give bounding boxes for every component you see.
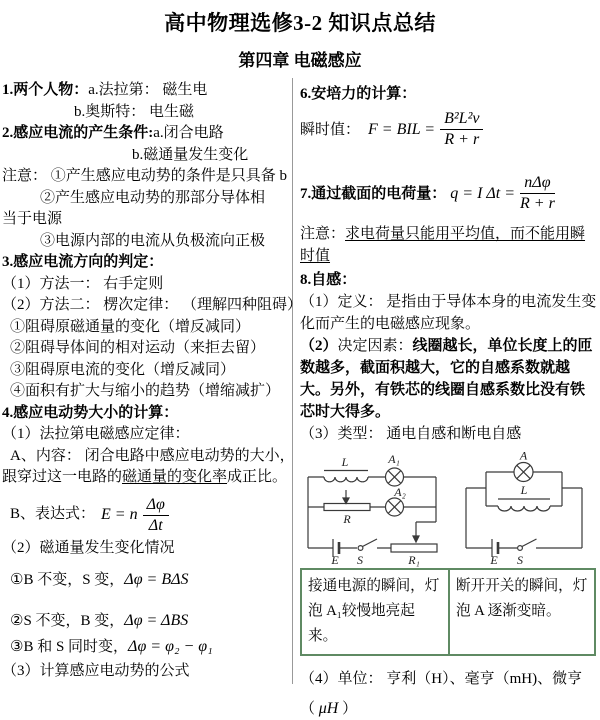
left-column <box>0 78 303 684</box>
flux-case-2 <box>2 610 289 633</box>
charge-formula-fraction <box>520 174 555 213</box>
flux-case-1 <box>2 569 289 592</box>
section-1-item-a: a.法拉第： 磁生电 <box>88 82 208 98</box>
switch-symbol <box>358 539 377 550</box>
flux-case-1-text: ①B 不变，S 变， <box>10 572 125 588</box>
faraday-law-line: （1）法拉第电磁感应定律： <box>2 426 190 442</box>
lenz-rule-2: ②阻碍导体间的相对运动（来拒去留） <box>10 340 266 356</box>
flux-case-2-text: ②S 不变，B 变， <box>10 612 125 629</box>
chapter-subtitle: 第四章 电磁感应 <box>238 51 362 70</box>
emf-formula-list-heading: （3）计算感应电动势的公式 <box>2 662 190 679</box>
rheostat-r1-symbol <box>391 544 437 552</box>
note-item-3: ③电源内部的电流从负极流向正极 <box>40 232 266 249</box>
charge-formula-lhs: q = I Δt = <box>450 184 516 202</box>
flux-case-3-formula: Δφ = φ₂ − φ₁ <box>128 638 213 655</box>
self-induction-definition: （1）定义： 是指由于导体本身的电流发生变化而产生的电磁感应现象。 <box>300 294 597 332</box>
factors-bold-text: 线圈越长，单位长度上的匝数越多，截面积越大，它的自感系数就越大。另外，有铁芯的线圈自感系数比没有铁芯时大得多。 <box>300 338 593 420</box>
charge-fraction-numerator: nΔφ <box>520 174 555 194</box>
faraday-content-underlined: 磁通量的变化率 <box>122 469 228 485</box>
circuit-caption-box <box>300 568 596 656</box>
section-1-line <box>2 80 289 102</box>
section-2-line <box>2 123 289 145</box>
method-1-line: （1）方法一： 右手定则 <box>2 275 164 292</box>
ampere-formula-fraction <box>440 110 483 149</box>
two-column-body <box>0 78 600 717</box>
lenz-rule-4: ④面积有扩大与缩小的趋势（增缩减扩） <box>10 383 281 399</box>
units-line-2 <box>300 698 598 720</box>
rheostat-r1-label: R₁ <box>408 553 420 567</box>
units-2-open: （ <box>300 701 319 717</box>
rheostat-r-label: R <box>343 512 351 526</box>
section-4-heading: 4.感应电动势大小的计算： <box>2 404 179 421</box>
switch-label: S <box>517 553 523 567</box>
power-off-caption: 断开开关的瞬间，灯泡 A 逐渐变暗。 <box>448 570 594 654</box>
flux-case-1-formula: Δφ = BΔS <box>124 571 189 588</box>
right-column <box>293 78 600 717</box>
section-2-item-a: a.闭合电路 <box>153 125 224 141</box>
wires <box>466 463 582 558</box>
flux-case-3-text: ③B 和 S 同时变， <box>10 639 129 655</box>
power-on-caption: 接通电源的瞬间，灯泡 A₁较慢地亮起来。 <box>308 578 440 644</box>
battery-label: E <box>490 553 498 567</box>
emf-formula-line <box>10 496 289 535</box>
lenz-rule-3: ③阻碍原电流的变化（增反减同） <box>10 361 236 378</box>
units-line: （4）单位： 亨利（H）、毫亨（mH)、微亨 <box>300 671 583 687</box>
inductor-label: L <box>520 483 528 497</box>
ampere-force-formula-line <box>300 110 598 149</box>
faraday-content-pre: 跟穿过这一电路的 <box>2 469 123 485</box>
switch-label: S <box>357 553 363 567</box>
switch-symbol <box>518 539 537 550</box>
inductor-symbol <box>498 499 550 511</box>
charge-formula-line <box>300 174 598 213</box>
section-7-heading: 7.通过截面的电荷量： <box>300 185 447 202</box>
self-induction-types: （3）类型： 通电自感和断电自感 <box>300 426 522 442</box>
section-1-item-b: b.奥斯特： 电生磁 <box>74 103 195 120</box>
circuit-diagrams-row <box>300 448 598 567</box>
note-item-1: 注意： ①产生感应电动势的条件是只具备 b <box>2 168 288 184</box>
flux-case-2-formula: Δφ = ΔBS <box>124 611 189 629</box>
lamp-a1-symbol <box>386 468 404 486</box>
inductor-symbol <box>324 471 368 482</box>
page-header <box>0 0 600 78</box>
inductor-label: L <box>341 455 349 469</box>
flux-change-heading: （2）磁通量发生变化情况 <box>2 539 175 556</box>
factors-label: 决定因素： <box>337 338 413 354</box>
microhenry-symbol: μH <box>318 700 339 717</box>
section-1-heading: 1.两个人物： <box>2 82 89 98</box>
rheostat-r-symbol <box>324 490 370 511</box>
ampere-formula-lhs: F = BIL = <box>368 120 436 138</box>
power-on-circuit-diagram <box>300 452 452 565</box>
instant-value-label: 瞬时值： <box>300 121 361 138</box>
wires <box>308 468 437 557</box>
charge-note-paragraph <box>300 223 598 267</box>
method-2-line: （2）方法二： 楞次定律： （理解四种阻碍） <box>2 297 303 313</box>
factors-number: （2） <box>300 338 338 354</box>
rheostat-r1-wiper-arrow <box>413 536 419 542</box>
faraday-content-line1: A、内容： 闭合电路中感应电动势的大小， <box>10 447 295 464</box>
emf-fraction-denominator: Δt <box>148 516 163 534</box>
lamp-a-symbol <box>514 463 533 482</box>
faraday-content-post: 成正比。 <box>227 469 288 485</box>
charge-note-underlined: 求电荷量只能用平均值，而不能用瞬时值 <box>300 226 586 264</box>
lamp-a1-label: A₁ <box>388 452 400 466</box>
lamp-a2-symbol <box>386 498 404 516</box>
faraday-content-line2 <box>2 467 289 489</box>
emf-formula-fraction <box>143 496 169 535</box>
lenz-rule-1: ①阻碍原磁通量的变化（增反减同） <box>10 318 251 335</box>
note-label: 注意： <box>300 226 346 242</box>
page-title: 高中物理选修3-2 知识点总结 <box>164 11 436 35</box>
ampere-fraction-denominator: R + r <box>444 131 480 148</box>
charge-fraction-denominator: R + r <box>520 195 555 212</box>
emf-fraction-numerator: Δφ <box>143 496 169 516</box>
section-2-heading: 2.感应电流的产生条件: <box>2 125 154 141</box>
emf-formula-label: B、表达式： <box>10 506 96 523</box>
section-3-heading: 3.感应电流方向的判定： <box>2 254 164 270</box>
note-item-2-cont: 当于电源 <box>2 211 63 227</box>
flux-case-3 <box>2 636 289 659</box>
ampere-fraction-numerator: B²L²v <box>440 110 483 130</box>
emf-formula-lhs: E = n <box>101 506 138 523</box>
note-item-2: ②产生感应电动势的那部分导体相 <box>40 189 266 206</box>
units-2-close: ） <box>338 701 358 717</box>
lamp-a2-label: A₂ <box>394 485 406 499</box>
power-off-circuit-diagram <box>456 448 596 567</box>
section-2-item-b: b.磁通量发生变化 <box>132 146 249 163</box>
section-6-heading: 6.安培力的计算： <box>300 86 417 102</box>
self-induction-factors <box>300 335 598 423</box>
lamp-a-label: A <box>519 448 528 463</box>
section-8-heading: 8.自感： <box>300 272 357 288</box>
battery-label: E <box>331 553 339 567</box>
